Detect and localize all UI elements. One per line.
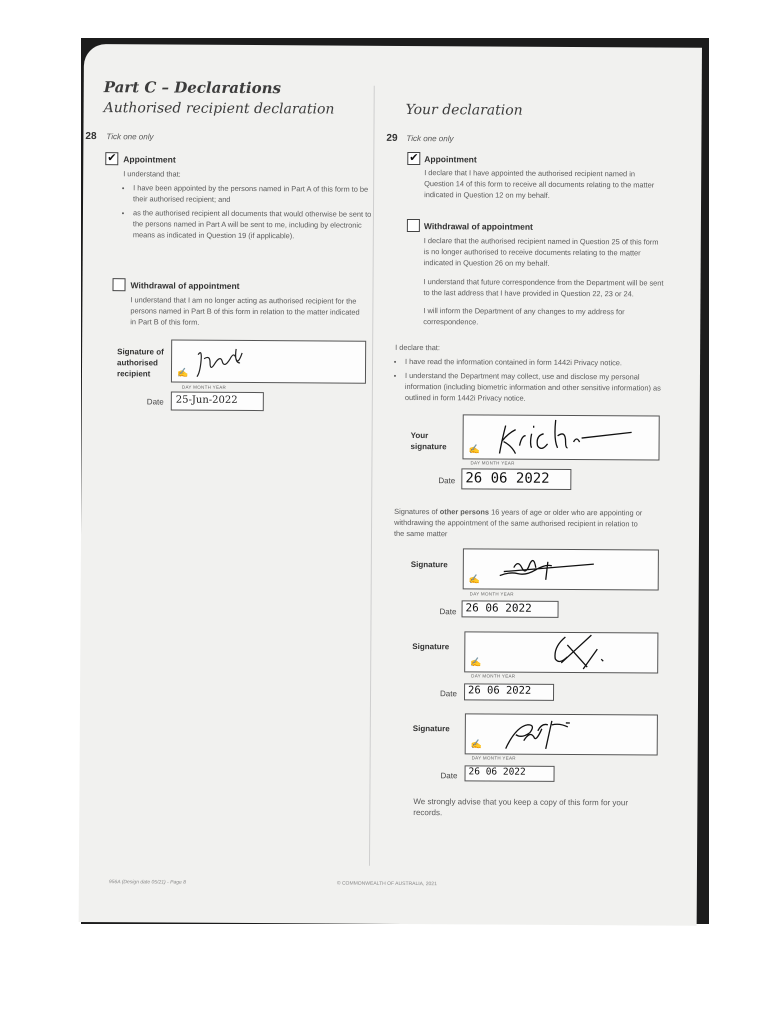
date-label: Date (438, 476, 456, 486)
declare-intro: I declare that: (395, 342, 440, 353)
footer-page-info: 956A (Design date 05/21) - Page 8 (108, 879, 186, 886)
declare-bullets (395, 356, 670, 408)
pen-icon: ✍ (468, 444, 480, 455)
q28-appointment-checkbox[interactable] (105, 152, 118, 165)
date-label: Date (439, 607, 457, 617)
q28-appointment-label: Appointment (123, 154, 176, 165)
q28-appointment-bullets (123, 182, 373, 245)
q29-appointment-text: I declare that I have appointed the authorised recipient named in Question 14 of this form to receive all documents relating to the matter indicated in Question 12 on my behalf. (424, 168, 655, 200)
your-signature-label: Your signature (410, 431, 447, 452)
authorised-recipient-heading: Authorised recipient declaration (103, 100, 335, 118)
your-signature-date-field[interactable] (461, 468, 571, 490)
handwritten-signature (463, 415, 658, 459)
other-person-signature-label: Signature (412, 642, 450, 652)
other-person-3-date-field[interactable] (465, 765, 555, 782)
keep-copy-advice: We strongly advise that you keep a copy of this form for your records. (413, 797, 629, 818)
authorised-recipient-date-field[interactable] (171, 392, 264, 412)
q28-withdrawal-checkbox[interactable] (112, 278, 125, 291)
q28-appointment-intro: I understand that: (123, 169, 181, 179)
handwritten-signature (172, 341, 365, 383)
part-title: Part C – Declarations (103, 78, 282, 98)
list-item: • I understand the Department may collect, use and disclose my personal information (including biometric information and other sensitive information) as outlined in form 1442i Privacy notice. (405, 370, 670, 405)
list-item: • I have been appointed by the persons named in Part A of this form to be their authorised recipient; and (133, 182, 373, 205)
question-29-number: 29 (386, 132, 398, 144)
other-person-2-signature-box[interactable] (464, 631, 658, 673)
other-person-1-date-field[interactable] (462, 600, 559, 618)
your-signature-box[interactable] (462, 414, 659, 460)
date-format-hint: DAY MONTH YEAR (181, 384, 227, 390)
date-value: 26 06 2022 (468, 766, 526, 778)
other-person-3-signature-box[interactable] (465, 713, 658, 755)
checkmark-icon: ✔ (409, 150, 419, 165)
other-person-signature-label: Signature (410, 560, 448, 570)
footer-copyright: © COMMONWEALTH OF AUSTRALIA, 2021 (336, 880, 437, 888)
date-format-hint: DAY MONTH YEAR (470, 460, 515, 466)
handwritten-signature (464, 549, 658, 589)
other-persons-instruction: Signatures of other persons 16 years of age or older who are appointing or withdrawing the appointment of the same authorised recipient in relation to the same matter (393, 506, 643, 539)
date-value: 26 06 2022 (465, 470, 550, 487)
tick-one-hint: Tick one only (406, 133, 454, 144)
authorised-recipient-signature-label: Signature of authorised recipient (116, 347, 164, 379)
q29-withdrawal-para-2: I understand that future correspondence from the Department will be sent to the last address that I have provided in Question 22, 23 or 24. (423, 277, 664, 299)
other-person-signature-label: Signature (412, 724, 450, 734)
q29-withdrawal-label: Withdrawal of appointment (423, 221, 533, 232)
checkmark-icon: ✔ (107, 151, 117, 165)
question-28-number: 28 (85, 131, 97, 143)
other-person-2-date-field[interactable] (464, 683, 554, 701)
date-value: 26 06 2022 (465, 601, 532, 615)
pen-icon: ✍ (470, 657, 482, 668)
handwritten-signature (465, 632, 657, 672)
pen-icon: ✍ (468, 574, 480, 585)
list-item: • I have read the information contained in form 1442i Privacy notice. (405, 356, 670, 369)
your-declaration-heading: Your declaration (405, 101, 523, 119)
list-item: • as the authorised recipient all documents that would otherwise be sent to the persons named in Part A will be sent to me, including by electronic means as indicated in Question 19 (if applicable). (133, 207, 373, 241)
form-page (79, 44, 702, 926)
date-format-hint: DAY MONTH YEAR (471, 673, 516, 679)
date-label: Date (440, 689, 457, 699)
date-format-hint: DAY MONTH YEAR (471, 755, 516, 761)
date-label: Date (440, 771, 458, 781)
other-person-1-signature-box[interactable] (463, 548, 659, 590)
q29-appointment-label: Appointment (424, 154, 477, 165)
pen-icon: ✍ (176, 367, 189, 378)
handwritten-signature (466, 714, 657, 754)
q29-withdrawal-checkbox[interactable] (407, 219, 420, 232)
q29-withdrawal-para-1: I declare that the authorised recipient named in Question 25 of this form is no longer authorised to receive documents relating to the matter indicated in Question 26 on my behalf. (423, 236, 659, 268)
pen-icon: ✍ (470, 739, 482, 750)
date-value: 26 06 2022 (468, 684, 532, 697)
q29-withdrawal-para-3: I will inform the Department of any changes to my address for correspondence. (423, 306, 625, 327)
tick-one-hint: Tick one only (106, 132, 154, 142)
date-value: 25-Jun-2022 (175, 394, 238, 406)
date-format-hint: DAY MONTH YEAR (469, 591, 514, 597)
q28-withdrawal-text: I understand that I am no longer acting as authorised recipient for the persons named in Part B of this form in relation to the matter indicated in Part B of this form. (130, 295, 360, 327)
q28-withdrawal-label: Withdrawal of appointment (130, 280, 240, 291)
date-label: Date (146, 397, 164, 407)
authorised-recipient-signature-box[interactable] (171, 340, 366, 384)
q29-appointment-checkbox[interactable] (407, 152, 420, 165)
